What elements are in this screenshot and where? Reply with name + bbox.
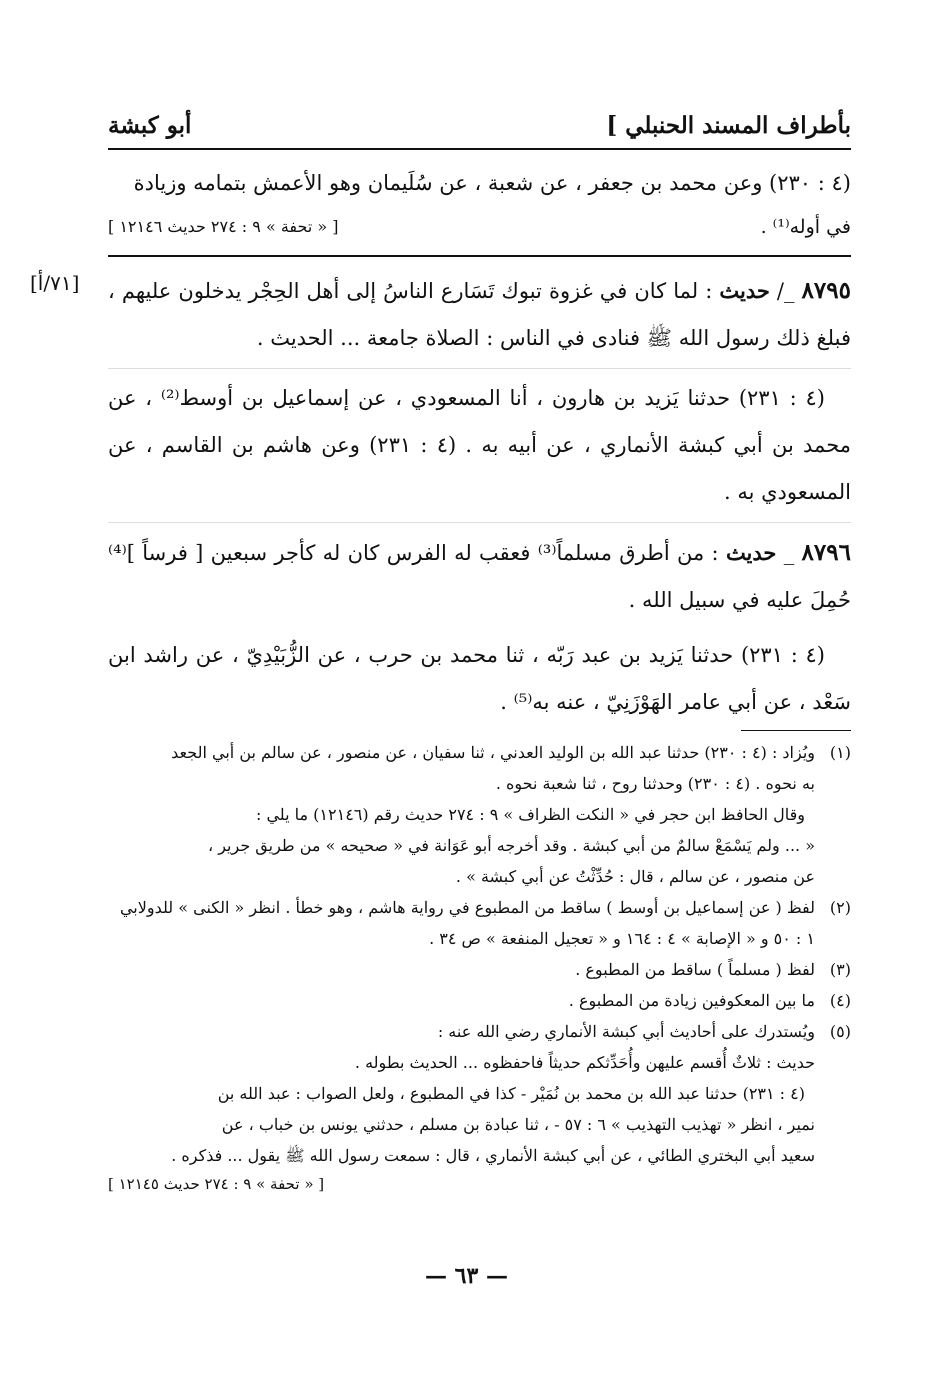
- footnote-line: ويُزاد : (٤ : ٢٣٠) حدثنا عبد الله بن الوليد العدني ، ثنا سفيان ، عن منصور ، عن سالم بن أبي الجعد: [171, 743, 815, 762]
- hadith-entry: [30, 267, 851, 362]
- footnote-line: نمير ، انظر « تهذيب التهذيب » ٦ : ٥٧ - ، ثنا عبادة بن مسلم ، حدثني يونس بن خباب ، عن: [221, 1115, 815, 1134]
- footnote-source-reference: [ « تحفة » ٩ : ٢٧٤ حديث ١٢١٤٥ ]: [108, 1175, 325, 1193]
- book-title: بأطراف المسند الحنبلي ]: [606, 112, 851, 139]
- continuation-text-end: في أوله⁽¹⁾ .: [760, 216, 851, 238]
- hadith-matn-continued: عليهم ، فبلغ ذلك رسول الله ﷺ فنادى في الناس : الصلاة جامعة ... الحديث .: [108, 279, 851, 350]
- footnote-line: « ... ولم يَسْمَعْ سالمٌ من أبي كبشة . وقد أخرجه أبو عَوَانة في « صحيحه » من طريق جرير ،: [207, 836, 815, 855]
- footnote-number: (٤): [829, 991, 851, 1010]
- continuation-paragraph: [108, 160, 851, 207]
- manuscript-page-ref: [٧١/أ]: [30, 271, 80, 295]
- hadith-number: ٨٧٩٦: [801, 539, 851, 566]
- hadith-text: [108, 267, 851, 362]
- source-reference: [ « تحفة » ٩ : ٢٧٤ حديث ١٢١٤٦ ]: [108, 217, 339, 236]
- footnote-line: حديث : ثلاثٌ أُقسم عليهن وأُحَدِّثكم حديثاً فاحفظوه ... الحديث بطوله .: [354, 1053, 815, 1072]
- main-text: [30, 160, 852, 1198]
- page-number: — ٦٣ —: [425, 1263, 508, 1289]
- footnote-line: به نحوه . (٤ : ٢٣٠) وحدثنا روح ، ثنا شعبة نحوه .: [495, 774, 815, 793]
- footnote-separator: [741, 730, 851, 731]
- continuation-text: (٤ : ٢٣٠) وعن محمد بن جعفر ، عن شعبة ، عن سُلَيمان وهو الأعمش بتمامه وزيادة: [133, 171, 851, 195]
- hadith-label: حديث: [725, 540, 777, 565]
- footnote-number: (٥): [829, 1022, 851, 1041]
- section-divider: [108, 255, 851, 257]
- footnote-line: ما بين المعكوفين زيادة من المطبوع .: [568, 991, 815, 1010]
- section-divider: [108, 522, 851, 523]
- footnote-line: لفظ ( مسلماً ) ساقط من المطبوع .: [575, 960, 815, 979]
- footnote-line: عن منصور ، عن سالم ، قال : حُدِّثْتُ عن أبي كبشة » .: [455, 867, 815, 886]
- footnote: [108, 892, 851, 954]
- hadith-entry: [108, 529, 851, 624]
- footnotes: [108, 737, 851, 1198]
- running-header: [108, 108, 851, 150]
- footnote-line: سعيد أبي البختري الطائي ، عن أبي كبشة الأنماري ، قال : سمعت رسول الله ﷺ يقول ... فذكره .: [171, 1146, 815, 1165]
- hadith-marker: _/: [776, 279, 795, 303]
- hadith-number: ٨٧٩٥: [801, 277, 851, 304]
- continuation-end-line: [108, 209, 851, 245]
- hadith-isnad: (٤ : ٢٣١) حدثنا يَزيد بن عبد رَبّه ، ثنا محمد بن حرب ، عن الزُّبَيْدِيّ ، عن راشد ابن سَعْد ، عن أبي عامر الهَوْزَنِيّ ، عنه به⁽⁵⁾ .: [108, 643, 851, 714]
- footnote-line: لفظ ( عن إسماعيل بن أوسط ) ساقط من المطبوع في رواية هاشم ، وهو خطأ . انظر « الكنى » للدولابي: [119, 898, 815, 917]
- footnote-number: (٢): [829, 898, 851, 917]
- hadith-matn: : من أطرق مسلماً⁽³⁾ فعقب له الفرس كان له كأجر سبعين [ فرساً ]⁽⁴⁾ حُمِلَ عليه في سبيل الله .: [108, 541, 851, 612]
- hadith-marker: _: [783, 541, 795, 565]
- footnote-line: (٤ : ٢٣١) حدثنا عبد الله بن محمد بن نُمَيْر - كذا في المطبوع ، ولعل الصواب : عبد الله بن: [217, 1084, 805, 1103]
- footnote: [108, 737, 851, 892]
- footnote-line: ١ : ٥٠ و « الإصابة » ٤ : ١٦٤ و « تعجيل المنفعة » ص ٣٤ .: [429, 929, 815, 948]
- section-title: أبو كبشة: [108, 112, 192, 139]
- hadith-matn: : لما كان في غزوة تبوك تَسَارع الناسُ إلى أهل الحِجْر يدخلون: [178, 279, 713, 303]
- hadith-label: حديث: [719, 278, 770, 303]
- footnote: [108, 985, 851, 1016]
- footnote: [108, 1016, 851, 1198]
- footnote-number: (٣): [829, 960, 851, 979]
- footnote-number: (١): [829, 743, 851, 762]
- footnote-line: ويُستدرك على أحاديث أبي كبشة الأنماري رضي الله عنه :: [437, 1022, 815, 1041]
- footnote: [108, 954, 851, 985]
- hadith-isnad: (٤ : ٢٣١) حدثنا يَزيد بن هارون ، أنا المسعودي ، عن إسماعيل بن أوسط⁽²⁾ ، عن محمد بن أبي كبشة الأنماري ، عن أبيه به . (٤ : ٢٣١) وعن هاشم بن القاسم ، عن المسعودي به .: [108, 386, 852, 504]
- section-divider: [108, 368, 851, 369]
- footnote-line: وقال الحافظ ابن حجر في « النكت الظراف » ٩ : ٢٧٤ حديث رقم (١٢١٤٦) ما يلي :: [255, 805, 805, 824]
